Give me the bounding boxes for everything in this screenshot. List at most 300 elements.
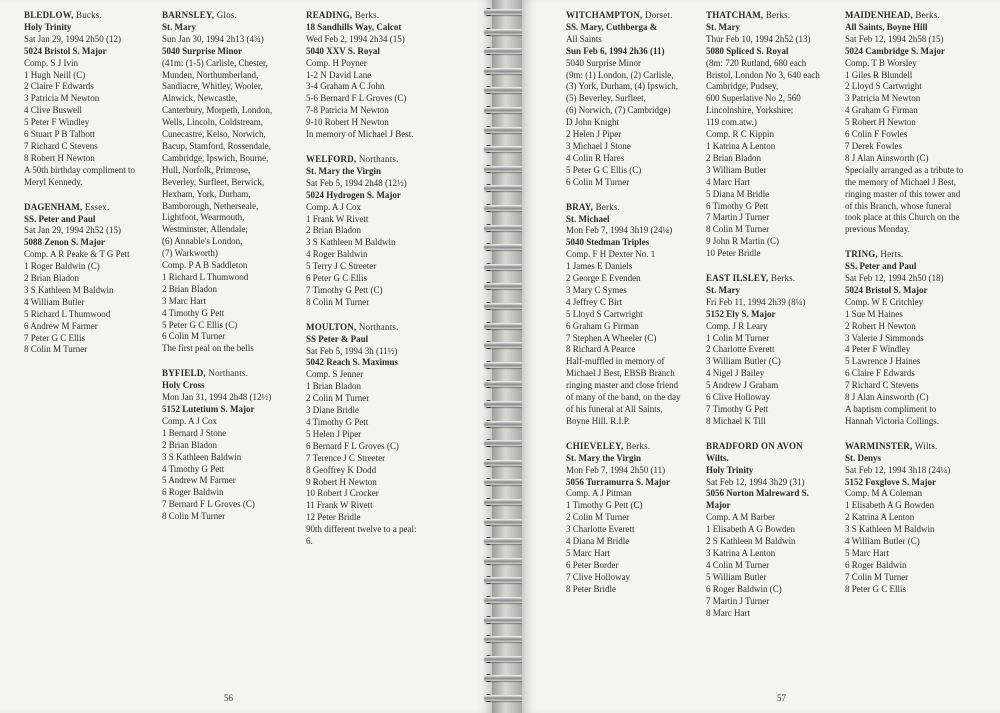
peal-note: 90th different twelve to a peal: <box>306 524 417 535</box>
peal-method: 5040 Stedman Triples <box>566 237 650 248</box>
peal-method: 5056 Norton Malreward S. <box>706 488 809 499</box>
peal-method: 5024 Hydrogen S. Major <box>306 189 401 200</box>
peal-date: Mon Feb 7, 1994 3h19 (24¼) <box>566 225 673 236</box>
peal-note: In memory of Michael J Best. <box>306 129 414 140</box>
peal-note: Bacup, Stamford, Rossendale, <box>162 140 271 151</box>
peal-detail: (9m: (1) London, (2) Carlisle, <box>566 69 674 80</box>
ringer-name: 5 Marc Hart <box>566 547 610 558</box>
place-name: BYFIELD, <box>162 368 209 379</box>
ringer-name: 2 George E Evenden <box>566 273 641 284</box>
peal-note: 4 Marc Hart <box>706 176 750 187</box>
church-name: SS. Peter and Paul <box>845 261 917 272</box>
peal-note: Lincolnshire, Yorkshire; <box>706 105 794 116</box>
peal-method: 5042 Reach S. Maximus <box>306 357 398 368</box>
ringer-name: 2 Brian Bladon <box>306 225 361 236</box>
peal-entry <box>24 10 164 189</box>
ringer-name: 1 Brian Bladon <box>306 381 361 392</box>
church-name: St. Mary <box>706 21 740 32</box>
peal-date: Sat Feb 12, 1994 3h29 (31) <box>706 476 805 487</box>
ringer-name: 8 Richard A Pearce <box>566 344 636 355</box>
peal-note: The first peal on the bells <box>162 343 254 354</box>
ringer-name: 9-10 Robert H Newton <box>306 117 389 128</box>
peal-detail: 3 Michael J Stone <box>566 140 631 151</box>
ringer-name: 7 Derek Fowles <box>845 140 902 151</box>
county-line: Wilts. <box>706 452 729 463</box>
peal-note: of this Branch, whose funeral <box>845 200 952 211</box>
ringer-name: 5 Marc Hart <box>845 547 889 558</box>
peal-date: Mon Feb 7, 1994 2h50 (11) <box>566 464 666 475</box>
ringer-name: 1 Elisabeth A G Bowden <box>845 500 934 511</box>
peal-detail: (3) York, Durham, (4) Ipswich, <box>566 81 678 92</box>
ringer-name: 8 J Alan Ainsworth (C) <box>845 152 929 163</box>
peal-note: 6 Colin M Turner <box>162 331 226 342</box>
peal-composer: Comp. S Jenner <box>306 369 364 380</box>
peal-method: Major <box>706 500 731 511</box>
peal-date: Sat Jan 29, 1994 2h52 (15) <box>24 225 121 236</box>
ringer-name: 6 Roger Baldwin <box>162 487 224 498</box>
ringer-name: 7 Colin M Turner <box>845 571 909 582</box>
peal-note: (41m: (1-5) Carlisle, Chester, <box>162 57 268 68</box>
ringer-name: 1-2 N David Lane <box>306 69 372 80</box>
ringer-name: 8 Michael K Till <box>706 415 766 426</box>
church-name: St. Mary the Virgin <box>306 165 381 176</box>
county-name: Wilts. <box>914 440 938 451</box>
peal-note: A 50th birthday compliment to <box>24 164 135 175</box>
ringer-name: 6 Claire F Edwards <box>845 368 915 379</box>
peal-note: 9 John R Martin (C) <box>706 236 779 247</box>
peal-note: Cunecastre, Kelso, Norwich, <box>162 129 266 140</box>
church-name: Holy Trinity <box>706 464 754 475</box>
ringer-name: 7 Richard C Stevens <box>24 140 98 151</box>
peal-entry <box>306 322 456 548</box>
county-name: Northants. <box>208 368 249 379</box>
church-name: SS Peter & Paul <box>306 333 369 344</box>
county-name: Berks. <box>354 10 380 20</box>
peal-composer: Comp. W E Critchley <box>845 296 924 307</box>
peal-place <box>706 441 850 453</box>
peal-place <box>845 441 995 453</box>
peal-date: Sat Feb 5, 1994 3h (11½) <box>306 345 398 356</box>
ringer-name: 7 Peter G C Ellis <box>24 332 85 343</box>
peal-entry <box>566 10 706 189</box>
peal-note: of many of the band, on the day <box>566 392 681 403</box>
peal-note: Lightfoot, Wearmouth, <box>162 212 245 223</box>
ringer-name: 3 S Kathleen M Baldwin <box>24 284 114 295</box>
peal-note: A baptism compliment to <box>845 404 937 414</box>
ringer-name: 1 Hugh Neill (C) <box>24 69 86 80</box>
ringer-name: 8 Peter G C Ellis <box>845 583 906 594</box>
county-name: Berks. <box>625 440 651 451</box>
ringer-name: 1 Sue M Haines <box>845 308 903 319</box>
ringer-name: 5-6 Bernard F L Groves (C) <box>306 93 407 104</box>
peal-note: (6) Annable's London, <box>162 236 243 247</box>
place-name: WARMINSTER, <box>845 440 915 451</box>
ringer-name: 1 James E Daniels <box>566 261 633 272</box>
peal-method: 5056 Turramurra S. Major <box>566 476 670 487</box>
peal-date: Wed Feb 2, 1994 2h34 (15) <box>306 33 405 44</box>
peal-place <box>306 322 456 334</box>
peal-note: 119 com.atw.) <box>706 117 757 128</box>
peal-note: Comp. P A B Saddleton <box>162 260 248 271</box>
place-name: WITCHAMPTON, <box>566 10 645 20</box>
ringer-name: 1 Roger Baldwin (C) <box>24 261 100 272</box>
peal-place <box>306 154 456 166</box>
place-name: THATCHAM, <box>706 10 766 20</box>
county-name: Glos. <box>216 10 237 20</box>
peal-note: Cambridge, Ipswich, Bourne, <box>162 152 269 163</box>
peal-place <box>566 441 706 453</box>
peal-detail: 5 William Butler <box>706 571 767 582</box>
peal-note: Hexham, York, Durham, <box>162 188 251 199</box>
ringer-name: 8 Robert H Newton <box>24 152 95 163</box>
peal-detail: 7 Martin J Turner <box>706 595 770 606</box>
peal-date: Thur Feb 10, 1994 2h52 (13) <box>706 33 811 44</box>
peal-detail: 6 Colin M Turner <box>566 176 630 187</box>
peal-note: 6 Timothy G Pett <box>706 200 769 211</box>
peal-composer: Comp. M A Coleman <box>845 488 923 499</box>
peal-note: 2 Brian Bladon <box>162 283 217 294</box>
ringer-name: 1 Giles R Blundell <box>845 69 913 80</box>
ringer-name: 2 Robert H Newton <box>845 320 916 331</box>
ringer-name: 4 Diana M Bridle <box>566 536 630 547</box>
peal-composer: Comp. A J Cox <box>306 201 362 212</box>
ringer-name: 3 Valerie J Simmonds <box>845 332 924 343</box>
peal-note: Half-muffled in memory of <box>566 356 665 367</box>
church-name: St. Mary <box>162 21 196 32</box>
ringer-name: 3-4 Graham A C John <box>306 81 385 92</box>
peal-detail: (6) Norwich, (7) Cambridge) <box>566 105 671 116</box>
county-name: Dorset. <box>644 10 673 20</box>
left-column-1 <box>24 10 164 369</box>
ringer-name: 4 Roger Baldwin <box>306 249 368 260</box>
peal-note: Hannah Victoria Collings. <box>845 415 940 426</box>
church-name: St. Mary <box>706 284 740 295</box>
ringer-name: 6 Graham G Firman <box>566 320 639 331</box>
ringer-name: 5 Lloyd S Cartwright <box>566 308 643 319</box>
page-number-right: 57 <box>777 693 786 703</box>
church-line: All Saints <box>566 33 602 44</box>
peal-note: Sandiacre, Whitley, Wooler, <box>162 81 263 92</box>
left-page <box>0 0 492 713</box>
peal-note: 1 Katrina A Lenton <box>706 140 776 151</box>
ringer-name: 6 Andrew M Farmer <box>24 320 98 331</box>
peal-method: 5024 Cambridge S. Major <box>845 45 945 56</box>
peal-detail: D John Knight <box>566 117 620 128</box>
ringer-name: 4 Graham G Firman <box>845 105 918 116</box>
ringer-name: 4 Jeffrey C Birt <box>566 296 623 307</box>
peal-note: Michael J Best, EBSB Branch <box>566 368 675 379</box>
peal-entry <box>845 441 995 596</box>
right-column-1 <box>566 10 706 609</box>
peal-note: 6. <box>306 536 313 547</box>
peal-note: 5 Diana M Bridle <box>706 188 770 199</box>
peal-place <box>162 10 304 22</box>
peal-entry <box>306 10 456 141</box>
peal-method: 5152 Ely S. Major <box>706 308 776 319</box>
ringer-name: 4 William Butler (C) <box>845 536 920 547</box>
peal-entry <box>706 441 850 620</box>
county-name: Northants. <box>358 153 399 164</box>
peal-note: Boyne Hill. R.I.P. <box>566 415 631 426</box>
peal-detail: 4 Colin R Hares <box>566 152 625 163</box>
peal-date: Sun Feb 6, 1994 2h36 (11) <box>566 45 665 56</box>
peal-note: (8m: 720 Rutland, 680 each <box>706 57 807 68</box>
peal-place <box>162 368 304 380</box>
peal-composer: Comp. S J Ivin <box>24 57 79 68</box>
peal-detail: 4 Colin M Turner <box>706 559 770 570</box>
ringer-name: 3 Patricia M Newton <box>24 93 100 104</box>
ringer-name: 4 Nigel J Bailey <box>706 368 765 379</box>
ringer-name: 3 S Kathleen Baldwin <box>162 451 242 462</box>
peal-place <box>566 10 706 22</box>
peal-place <box>845 249 995 261</box>
church-name: St. Mary the Virgin <box>566 452 641 463</box>
peal-method: 5152 Foxglove S. Major <box>845 476 936 487</box>
church-name: St. Michael <box>566 213 610 224</box>
ringer-name: 5 Lawrence J Haines <box>845 356 921 367</box>
place-name: MAIDENHEAD, <box>845 10 916 20</box>
ringer-name: 1 Colin M Turner <box>706 332 770 343</box>
peal-composer: Comp. A J Pitman <box>566 488 632 499</box>
peal-detail: (5) Beverley, Surfleet, <box>566 93 646 104</box>
peal-date: Sat Feb 12, 1994 2h50 (18) <box>845 273 944 284</box>
right-column-3 <box>845 10 995 609</box>
ringer-name: 6 Bernard F L Groves (C) <box>306 440 399 451</box>
peal-composer: Comp. T B Worsley <box>845 57 917 68</box>
ringer-name: 3 Patricia M Newton <box>845 93 921 104</box>
place-name: BLEDLOW, <box>24 10 76 20</box>
ringer-name: 6 Stuart P B Talbott <box>24 129 95 140</box>
peal-note: Specially arranged as a tribute to <box>845 164 964 175</box>
peal-note: the memory of Michael J Best, <box>845 176 956 187</box>
ringer-name: 3 Charlotte Everett <box>566 524 635 535</box>
peal-place <box>706 10 850 22</box>
ringer-name: 8 J Alan Ainsworth (C) <box>845 392 929 403</box>
peal-place <box>24 10 164 22</box>
right-page <box>522 0 1000 713</box>
peal-note: of his funeral at All Saints, <box>566 404 663 414</box>
church-name: Holy Cross <box>162 380 205 391</box>
ringer-name: 6 Roger Baldwin <box>845 559 907 570</box>
peal-note: Wells, Lincoln, Coldstream, <box>162 117 264 128</box>
peal-note: 3 William Butler <box>706 164 767 175</box>
ringer-name: 12 Peter Bridle <box>306 512 361 523</box>
place-name: CHIEVELEY, <box>566 440 626 451</box>
place-name: DAGENHAM, <box>24 201 85 212</box>
peal-note: Cambridge, Pudsey, <box>706 81 779 92</box>
place-name: TRING, <box>845 249 881 260</box>
peal-note: Comp. R C Kippin <box>706 129 775 140</box>
ringer-name: 2 Brian Bladon <box>162 439 217 450</box>
church-name: 18 Sandhills Way, Calcot <box>306 21 402 32</box>
peal-note: (7) Warkworth) <box>162 248 218 259</box>
ringer-name: 7 Clive Holloway <box>566 571 630 582</box>
peal-note: 4 Timothy G Pett <box>162 307 225 318</box>
peal-composer: Comp. H Poyner <box>306 57 367 68</box>
ringer-name: 8 Peter Bridle <box>566 583 616 594</box>
ringer-name: 3 Diane Bridle <box>306 405 359 416</box>
peal-note: Hull, Norfolk, Primrose, <box>162 164 251 175</box>
ringer-name: 8 Colin M Turner <box>306 296 370 307</box>
peal-entry <box>566 202 706 428</box>
peal-date: Sat Feb 12, 1994 2h58 (15) <box>845 33 944 44</box>
ringer-name: 6 Peter Border <box>566 559 619 570</box>
peal-date: Mon Jan 31, 1994 2h48 (12½) <box>162 392 272 403</box>
place-name: READING, <box>306 10 355 20</box>
peal-entry <box>566 441 706 596</box>
ringer-name: 4 Timothy G Pett <box>306 417 369 427</box>
right-column-2 <box>706 10 850 632</box>
peal-entry <box>706 10 850 260</box>
peal-detail: 2 S Kathleen M Baldwin <box>706 536 796 547</box>
page-number-left: 56 <box>224 693 233 703</box>
peal-note: Canterbury, Morpeth, London, <box>162 105 273 116</box>
ringer-name: 2 Brian Bladon <box>24 273 79 284</box>
peal-detail: 1 Elisabeth A G Bowden <box>706 524 795 535</box>
peal-method: 5040 Surprise Minor <box>162 45 242 56</box>
ringer-name: 3 S Kathleen M Baldwin <box>845 524 935 535</box>
ringer-name: 7 Bernard F L Groves (C) <box>162 499 255 510</box>
ringer-name: 8 Colin M Turner <box>24 344 88 355</box>
peal-note: 2 Brian Bladon <box>706 152 761 163</box>
peal-note: 1 Richard L Thumwood <box>162 271 249 282</box>
ringer-name: 1 Bernard J Stone <box>162 427 227 438</box>
peal-entry <box>162 10 304 355</box>
peal-method: 5024 Bristol S. Major <box>845 284 928 295</box>
county-name: Bucks. <box>76 10 102 20</box>
ringer-name: 6 Clive Holloway <box>706 392 770 403</box>
peal-note: previous Monday. <box>845 224 910 235</box>
peal-date: Sat Feb 5, 1994 2h48 (12½) <box>306 177 407 188</box>
peal-note: ringing master and close friend <box>566 380 678 391</box>
peal-date: Fri Feb 11, 1994 2h39 (8¼) <box>706 296 806 307</box>
place-name: MOULTON, <box>306 321 359 332</box>
county-name: Essex. <box>85 201 110 212</box>
left-column-2 <box>162 10 304 536</box>
peal-detail: 5 Peter G C Ellis (C) <box>566 164 642 175</box>
place-name: BRAY, <box>566 201 596 212</box>
ringer-name: 5 Helen J Piper <box>306 428 362 439</box>
peal-place <box>566 202 706 214</box>
ringer-name: 4 Peter F Windley <box>845 344 911 355</box>
peal-date: Sat Jan 29, 1994 2h50 (12) <box>24 33 121 44</box>
peal-method: 5040 XXV S. Royal <box>306 45 380 56</box>
peal-note: 600 Superlative No 2, 560 <box>706 93 801 104</box>
ringer-name: 2 Colin M Turner <box>306 393 370 404</box>
place-name: BRADFORD ON AVON <box>706 440 803 451</box>
peal-method: 5024 Bristol S. Major <box>24 45 107 56</box>
ringer-name: 5 Andrew J Graham <box>706 380 779 391</box>
ringer-name: 3 William Butler (C) <box>706 356 781 367</box>
peal-composer: Comp. A R Peake & T G Pett <box>24 249 130 260</box>
peal-note: Bamborough, Netherseale, <box>162 200 259 211</box>
ringer-name: 1 Frank W Rivett <box>306 213 369 224</box>
ringer-name: 5 Peter F Windley <box>24 117 90 128</box>
peal-note: Beverley, Surfleet, Berwick, <box>162 176 265 187</box>
ringer-name: 10 Robert J Crocker <box>306 488 379 499</box>
peal-note: took place at this Church on the <box>845 212 960 223</box>
ringer-name: 3 Mary C Symes <box>566 284 627 295</box>
ringer-name: 5 Andrew M Farmer <box>162 475 236 486</box>
place-name: EAST ILSLEY, <box>706 273 771 284</box>
ringer-name: 8 Geoffrey K Dodd <box>306 464 377 475</box>
peal-place <box>306 10 456 22</box>
church-name: All Saints, Boyne Hill <box>845 21 928 32</box>
ringer-name: 7 Timothy G Pett <box>706 404 769 414</box>
peal-note: 8 Colin M Turner <box>706 224 770 235</box>
peal-detail: 2 Helen J Piper <box>566 129 622 140</box>
ringer-name: 2 Lloyd S Cartwright <box>845 81 922 92</box>
county-name: Herts. <box>880 249 904 260</box>
ringer-name: 11 Frank W Rivett <box>306 500 373 511</box>
ringer-name: 4 Timothy G Pett <box>162 463 225 474</box>
peal-entry <box>845 10 995 236</box>
ringer-name: 7 Richard C Stevens <box>845 380 919 391</box>
ringer-name: 8 Colin M Turner <box>162 511 226 522</box>
church-name: SS. Mary, Cuthberga & <box>566 21 658 32</box>
church-name: St. Denys <box>845 452 882 463</box>
peal-date: Sun Jan 30, 1994 2h13 (4¾) <box>162 33 264 44</box>
ringer-name: 2 Katrina A Lenton <box>845 512 915 523</box>
peal-note: Bristol, London No 3, 640 each <box>706 69 820 80</box>
ringer-name: 7 Terence J C Streeter <box>306 452 386 463</box>
ringer-name: 6 Colin F Fowles <box>845 129 908 140</box>
ringer-name: 9 Robert H Newton <box>306 476 377 487</box>
county-name: Berks. <box>765 10 791 20</box>
county-name: Berks. <box>915 10 940 20</box>
peal-note: Meryl Kennedy. <box>24 176 83 187</box>
peal-place <box>706 273 850 285</box>
place-name: WELFORD, <box>306 153 359 164</box>
peal-entry <box>845 249 995 428</box>
peal-detail: Comp. A M Barber <box>706 512 775 523</box>
peal-detail: 6 Roger Baldwin (C) <box>706 583 782 594</box>
peal-place <box>24 202 164 214</box>
peal-note: Westminster, Allendale; <box>162 224 248 235</box>
peal-composer: Comp. F H Dexter No. 1 <box>566 249 656 260</box>
church-name: Holy Trinity <box>24 21 72 32</box>
place-name: BARNSLEY, <box>162 10 217 20</box>
peal-method: 5152 Lutetium S. Major <box>162 404 255 414</box>
ringer-name: 7-8 Patricia M Newton <box>306 105 389 116</box>
peal-date: Sat Feb 12, 1994 3h18 (24¼) <box>845 464 951 475</box>
peal-note: Alnwick, Newcastle, <box>162 93 238 104</box>
ringer-name: 7 Stephen A Wheeler (C) <box>566 332 657 343</box>
peal-entry <box>706 273 850 428</box>
peal-note: 5 Peter G C Ellis (C) <box>162 319 238 330</box>
county-name: Northants. <box>358 321 399 332</box>
church-name: SS. Peter and Paul <box>24 213 96 224</box>
peal-note: 7 Martin J Turner <box>706 212 770 223</box>
ringer-name: 6 Peter G C Ellis <box>306 273 367 284</box>
peal-entry <box>24 202 164 357</box>
peal-entry <box>306 154 456 309</box>
peal-note: 3 Marc Hart <box>162 295 206 306</box>
peal-entry <box>162 368 304 523</box>
ringer-name: 5 Terry J C Streeter <box>306 261 377 272</box>
peal-detail: 5040 Surprise Minor <box>566 57 641 68</box>
county-name: Berks. <box>595 201 621 212</box>
ringer-name: 2 Charlotte Everett <box>706 344 775 355</box>
peal-composer: Comp. A J Cox <box>162 415 218 426</box>
peal-place <box>845 10 995 22</box>
peal-detail: 3 Katrina A Lenton <box>706 547 776 558</box>
peal-method: 5080 Spliced S. Royal <box>706 45 789 56</box>
peal-note: 10 Peter Bridle <box>706 248 761 259</box>
ringer-name: 4 William Butler <box>24 296 85 307</box>
peal-note: ringing master of this tower and <box>845 188 961 199</box>
ringer-name: 1 Timothy G Pett (C) <box>566 500 643 511</box>
